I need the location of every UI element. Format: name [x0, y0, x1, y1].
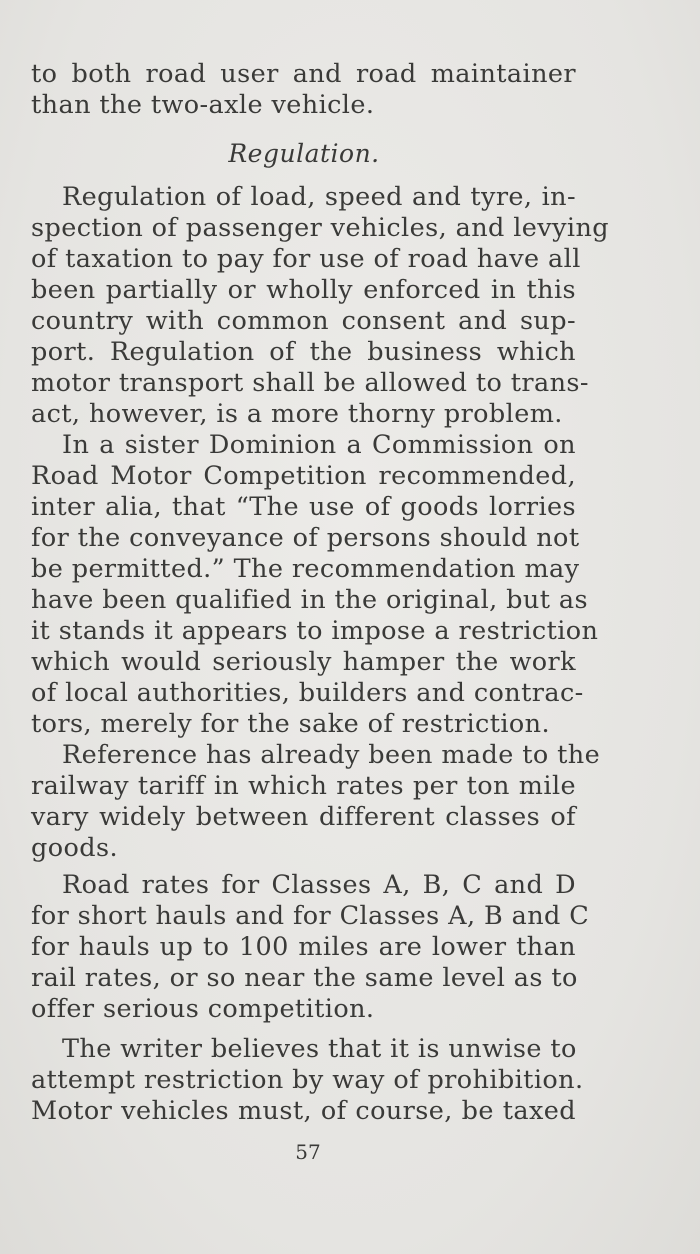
- paragraph-dominion: [31, 430, 599, 740]
- text-line: vary widely between different classes of: [31, 802, 576, 832]
- text-line: attempt restriction by way of prohibition.: [31, 1065, 584, 1095]
- text-line: Road rates for Classes A, B, C and D: [62, 870, 576, 900]
- text-line: of local authorities, builders and contrac-: [31, 678, 584, 708]
- text-line: tors, merely for the sake of restriction.: [31, 709, 551, 739]
- text-line: railway tariff in which rates per ton mile: [31, 771, 576, 801]
- text-line: offer serious competition.: [31, 994, 375, 1024]
- text-line: inter alia, that “The use of goods lorries: [31, 492, 576, 522]
- paragraph-tariff: [31, 740, 601, 864]
- text-line: Regulation of load, speed and tyre, in-: [62, 182, 576, 212]
- text-line: it stands it appears to impose a restriction: [31, 616, 599, 646]
- text-line: been partially or wholly enforced in this: [31, 275, 576, 305]
- text-line: be permitted.” The recommendation may: [31, 554, 580, 584]
- text-line: for hauls up to 100 miles are lower than: [31, 932, 576, 962]
- page-number: 57: [295, 1140, 321, 1164]
- text-line: Motor vehicles must, of course, be taxed: [31, 1096, 576, 1126]
- text-line: to both road user and road maintainer: [31, 59, 576, 89]
- text-line: In a sister Dominion a Commission on: [62, 430, 576, 460]
- text-line: for the conveyance of persons should not: [31, 523, 580, 553]
- text-line: than the two-axle vehicle.: [31, 90, 375, 120]
- text-line: rail rates, or so near the same level as to: [31, 963, 578, 993]
- section-heading: Regulation.: [228, 139, 380, 168]
- paragraph-writer: [31, 1034, 584, 1127]
- text-line: have been qualified in the original, but as: [31, 585, 588, 615]
- text-line: for short hauls and for Classes A, B and C: [31, 901, 590, 931]
- text-line: act, however, is a more thorny problem.: [31, 399, 563, 429]
- text-line: Road Motor Competition recommended,: [31, 461, 576, 491]
- paragraph-road-rates: [31, 870, 590, 1025]
- paragraph-regulation: [31, 182, 610, 430]
- text-line: spection of passenger vehicles, and levying: [31, 213, 610, 243]
- text-line: which would seriously hamper the work: [31, 647, 576, 677]
- text-line: motor transport shall be allowed to trans-: [31, 368, 589, 398]
- text-line: Reference has already been made to the: [62, 740, 601, 770]
- text-line: port. Regulation of the business which: [31, 337, 576, 367]
- intro-text: [31, 59, 576, 121]
- text-line: of taxation to pay for use of road have all: [31, 244, 581, 274]
- text-line: The writer believes that it is unwise to: [62, 1034, 577, 1064]
- text-line: country with common consent and sup-: [31, 306, 576, 336]
- text-line: goods.: [31, 833, 118, 863]
